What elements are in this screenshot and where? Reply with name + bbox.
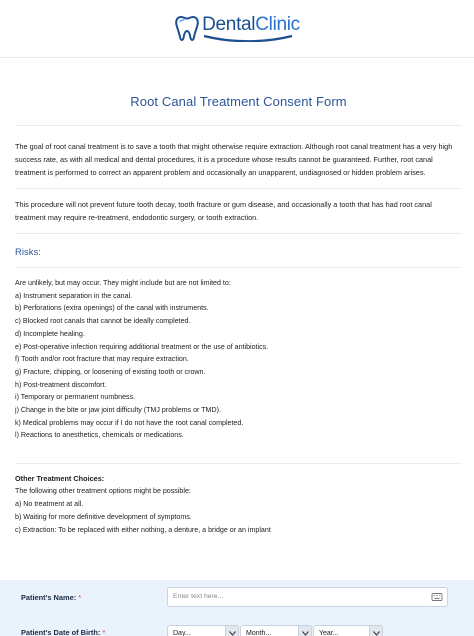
logo-swoosh — [202, 34, 294, 42]
list-item: i) Temporary or permanent numbness. — [15, 393, 136, 402]
list-item: e) Post-operative infection requiring additional treatment or the use of antibiotics. — [15, 342, 269, 351]
patient-fields-section — [0, 580, 474, 636]
dob-year-value: Year... — [319, 630, 339, 636]
dob-day-select[interactable] — [167, 625, 239, 636]
list-item: g) Fracture, chipping, or loosening of existing tooth or crown. — [15, 367, 206, 376]
list-item: The following other treatment options might be possible: — [15, 487, 191, 496]
keyboard-icon[interactable] — [431, 591, 443, 603]
tooth-icon — [174, 14, 200, 44]
divider — [15, 233, 462, 234]
dob-label-text: Patient's Date of Birth: — [21, 628, 101, 636]
other-treatment-heading: Other Treatment Choices: — [15, 474, 105, 484]
disclaimer-paragraph: This procedure will not prevent future tooth decay, tooth fracture or gum disease, and occasionally a tooth that has had root canal treatment may require re-treatment, endodontic surgery, or tooth extraction. — [15, 200, 432, 222]
list-item: j) Change in the bite or jaw joint difficulty (TMJ problems or TMD). — [15, 406, 221, 415]
list-item: f) Tooth and/or root fracture that may require extraction. — [15, 355, 189, 364]
intro-paragraph: The goal of root canal treatment is to save a tooth that might otherwise require extraction. Although root canal treatment has a very high success rate, as with all medical and dental procedures, it is a procedure whose results cannot be guaranteed. Further, root canal treatment is performed to correct an apparent problem and occasionally an unapparent, undiagnosed or hidden problem arises. — [15, 142, 453, 177]
consent-form — [15, 58, 462, 536]
logo-word-dental: Dental — [202, 14, 256, 35]
risks-list — [15, 277, 462, 442]
list-item: h) Post-treatment discomfort. — [15, 380, 107, 389]
chevron-down-icon[interactable] — [225, 626, 238, 636]
list-item: a) Instrument separation in the canal. — [15, 291, 133, 300]
page-title: Root Canal Treatment Consent Form — [130, 94, 347, 109]
dental-clinic-logo — [174, 14, 300, 44]
list-item: k) Medical problems may occur if I do not have the root canal completed. — [15, 418, 244, 427]
required-mark: * — [102, 628, 106, 636]
patient-name-label-text: Patient's Name: — [21, 593, 77, 602]
risks-heading: Risks: — [15, 247, 41, 258]
header — [0, 0, 474, 58]
dob-day-value: Day... — [173, 630, 191, 636]
chevron-down-icon[interactable] — [298, 626, 311, 636]
list-item: c) Extraction: To be replaced with either nothing, a denture, a bridge or an implant — [15, 525, 271, 534]
patient-name-placeholder: Enter text here... — [173, 593, 224, 600]
required-mark: * — [78, 593, 82, 602]
divider — [15, 463, 462, 464]
divider — [15, 125, 462, 126]
list-item: b) Perforations (extra openings) of the canal with instruments. — [15, 304, 209, 313]
list-item: a) No treatment at all. — [15, 499, 84, 508]
patient-name-label — [21, 593, 81, 602]
chevron-down-icon[interactable] — [369, 626, 382, 636]
other-treatment-list — [15, 485, 462, 536]
list-item: l) Reactions to anesthetics, chemicals or medications. — [15, 431, 184, 440]
list-item: c) Blocked root canals that cannot be ideally completed. — [15, 317, 191, 326]
list-item: d) Incomplete healing. — [15, 329, 85, 338]
divider — [15, 267, 462, 268]
patient-name-input[interactable] — [167, 587, 448, 607]
dob-year-select[interactable] — [313, 625, 383, 636]
divider — [15, 188, 462, 189]
dob-label — [21, 628, 105, 636]
dob-month-select[interactable] — [240, 625, 312, 636]
list-item: Are unlikely, but may occur. They might include but are not limited to: — [15, 279, 231, 287]
logo-word-clinic: Clinic — [255, 14, 300, 35]
list-item: b) Waiting for more definitive development of symptoms. — [15, 512, 192, 521]
dob-month-value: Month... — [246, 630, 272, 636]
